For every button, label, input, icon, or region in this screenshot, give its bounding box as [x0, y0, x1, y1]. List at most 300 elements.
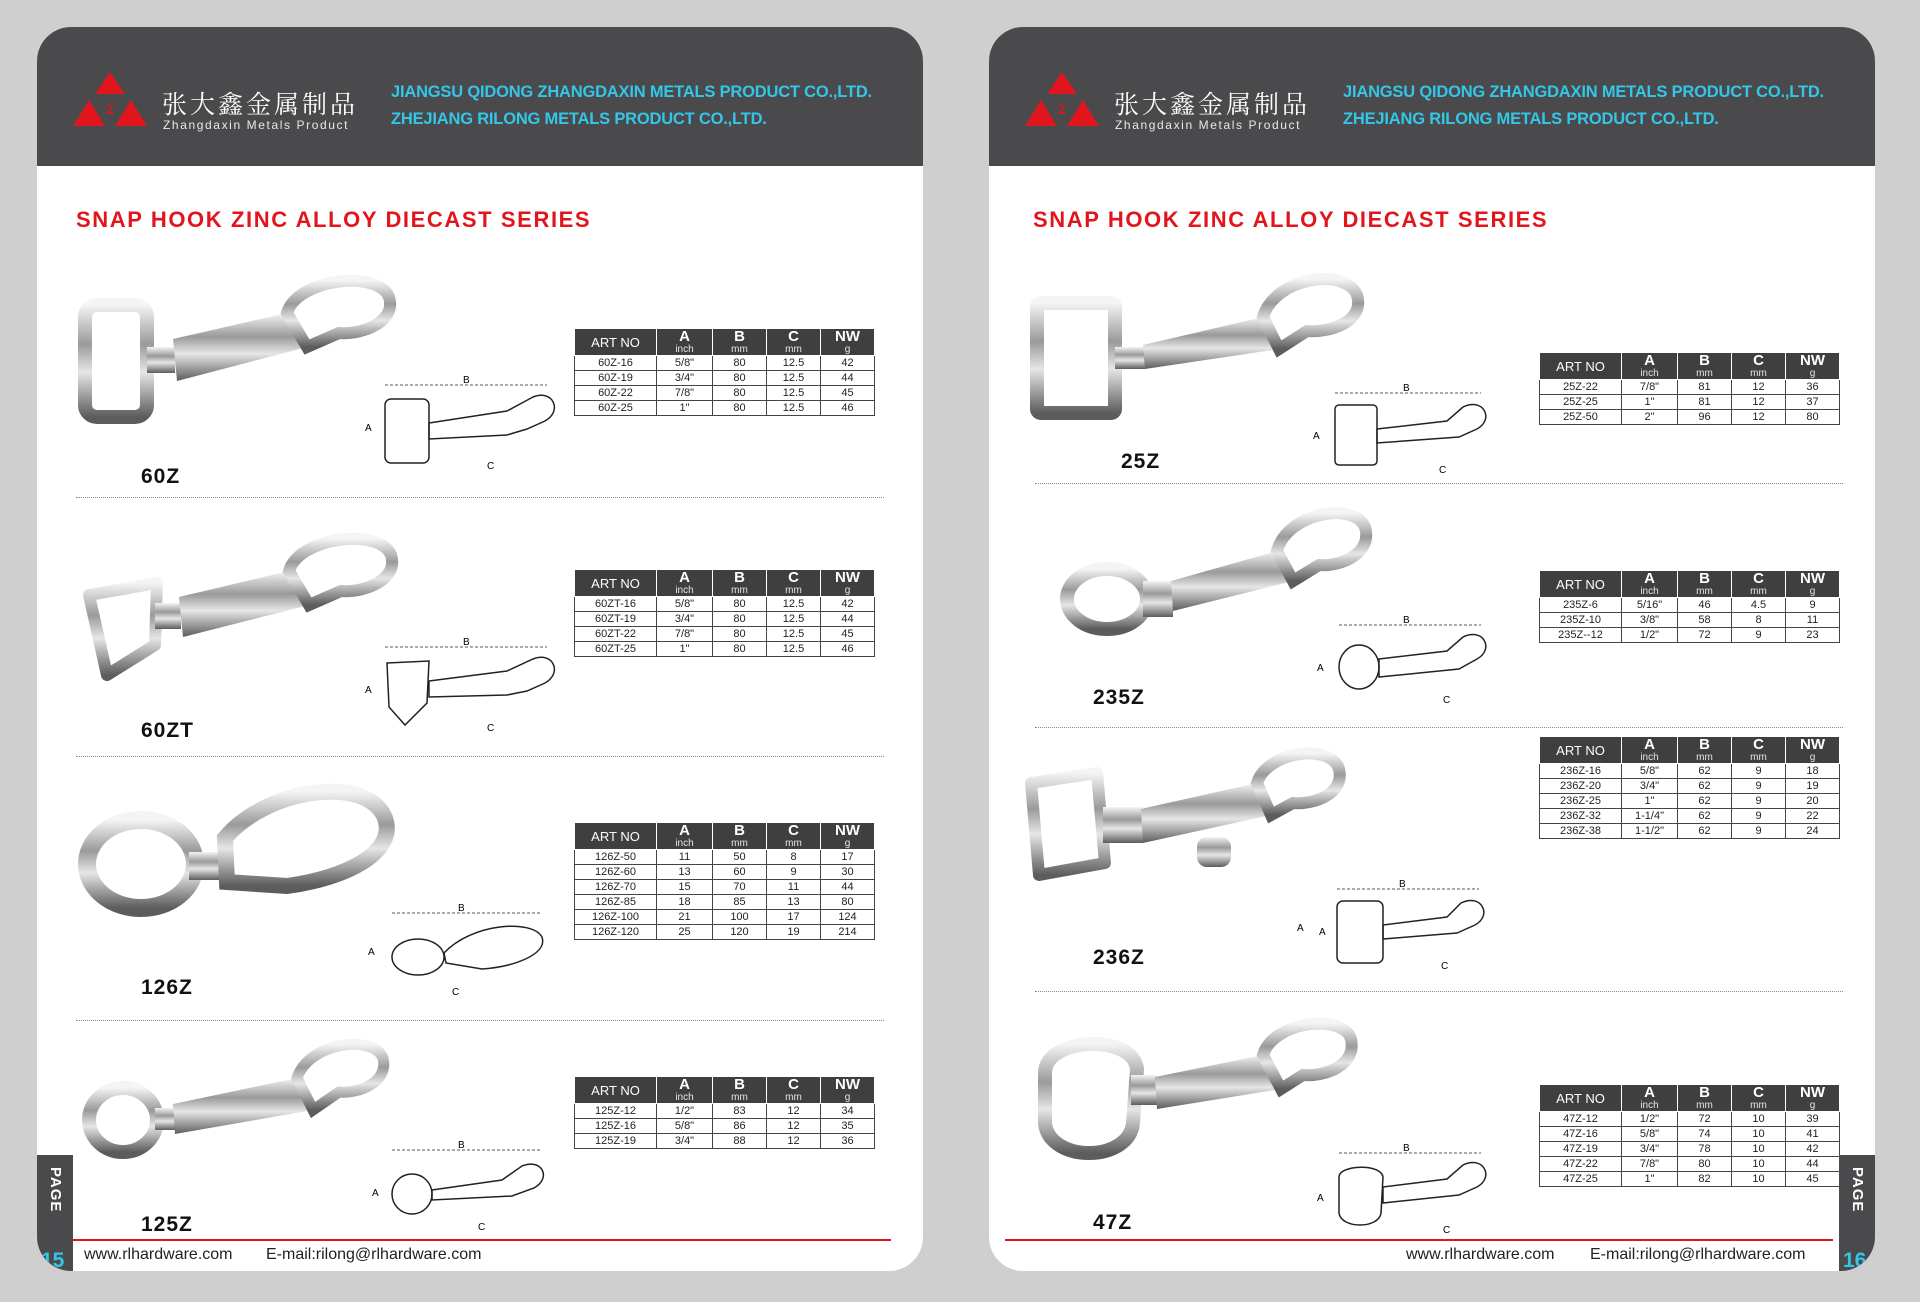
col-c: C mm — [767, 1077, 821, 1104]
product-125z — [37, 1022, 923, 1237]
cell-art-no: 25Z-50 — [1540, 410, 1622, 425]
cell-a: 5/16" — [1622, 598, 1678, 613]
col-b: B mm — [1678, 737, 1732, 764]
cell-art-no: 126Z-70 — [575, 880, 657, 895]
company-name-1: JIANGSU QIDONG ZHANGDAXIN METALS PRODUCT CO.,LTD. — [1343, 83, 1824, 101]
section-divider — [1035, 991, 1843, 992]
col-art-no: ART NO — [1540, 1085, 1622, 1112]
cell-a: 1/2" — [1622, 1112, 1678, 1127]
col-nw: NW g — [821, 570, 875, 597]
cell-a: 21 — [657, 910, 713, 925]
col-art-no: ART NO — [575, 1077, 657, 1104]
cell-nw: 42 — [1786, 1142, 1840, 1157]
page-tab — [37, 1155, 73, 1271]
table-row — [1540, 410, 1840, 425]
section-divider — [76, 1020, 884, 1021]
svg-text:B: B — [1403, 1143, 1410, 1154]
table-row — [1540, 824, 1840, 839]
cell-b: 120 — [713, 925, 767, 940]
cell-art-no: 47Z-19 — [1540, 1142, 1622, 1157]
cell-b: 96 — [1678, 410, 1732, 425]
cell-c: 9 — [1732, 794, 1786, 809]
page-header — [37, 27, 923, 166]
col-nw: NW g — [1786, 737, 1840, 764]
cell-c: 8 — [1732, 613, 1786, 628]
col-art-no: ART NO — [1540, 353, 1622, 380]
cell-b: 88 — [713, 1134, 767, 1149]
cell-art-no: 236Z-20 — [1540, 779, 1622, 794]
cell-art-no: 60ZT-19 — [575, 612, 657, 627]
svg-text:A: A — [1313, 431, 1320, 442]
svg-text:B: B — [463, 375, 470, 386]
catalog-page-right — [989, 27, 1875, 1271]
col-c: C mm — [1732, 571, 1786, 598]
spec-table — [1539, 570, 1840, 643]
col-art-no: ART NO — [575, 329, 657, 356]
cell-b: 62 — [1678, 824, 1732, 839]
cell-nw: 46 — [821, 642, 875, 657]
cell-a: 3/4" — [657, 1134, 713, 1149]
cell-art-no: 47Z-25 — [1540, 1172, 1622, 1187]
product-code: 60ZT — [141, 719, 195, 742]
cell-c: 12 — [767, 1104, 821, 1119]
footer-email[interactable]: E-mail:rilong@rlhardware.com — [266, 1246, 482, 1263]
cell-c: 9 — [1732, 824, 1786, 839]
spec-table — [574, 328, 875, 416]
col-c: C mm — [767, 823, 821, 850]
table-row — [575, 597, 875, 612]
cell-c: 11 — [767, 880, 821, 895]
cell-art-no: 47Z-12 — [1540, 1112, 1622, 1127]
cell-art-no: 126Z-60 — [575, 865, 657, 880]
cell-nw: 22 — [1786, 809, 1840, 824]
cell-nw: 11 — [1786, 613, 1840, 628]
svg-text:C: C — [478, 1222, 486, 1233]
cell-a: 25 — [657, 925, 713, 940]
col-a: A inch — [1622, 1085, 1678, 1112]
cell-art-no: 60ZT-25 — [575, 642, 657, 657]
cell-b: 80 — [713, 627, 767, 642]
cell-art-no: 126Z-85 — [575, 895, 657, 910]
cell-nw: 45 — [1786, 1172, 1840, 1187]
cell-c: 4.5 — [1732, 598, 1786, 613]
svg-text:C: C — [487, 723, 495, 734]
company-logo — [73, 72, 147, 132]
cell-b: 86 — [713, 1119, 767, 1134]
col-c: C mm — [767, 570, 821, 597]
cell-b: 80 — [713, 612, 767, 627]
table-row — [575, 386, 875, 401]
table-row — [1540, 1157, 1840, 1172]
cell-art-no: 47Z-22 — [1540, 1157, 1622, 1172]
cell-a: 3/4" — [657, 612, 713, 627]
col-a: A inch — [657, 570, 713, 597]
product-photo — [77, 778, 407, 938]
col-c: C mm — [1732, 1085, 1786, 1112]
cell-c: 10 — [1732, 1112, 1786, 1127]
cell-a: 7/8" — [1622, 1157, 1678, 1172]
cell-nw: 42 — [821, 356, 875, 371]
cell-a: 1" — [657, 401, 713, 416]
table-row — [1540, 598, 1840, 613]
cell-a: 1" — [1622, 395, 1678, 410]
cell-art-no: 236Z-32 — [1540, 809, 1622, 824]
product-236z — [989, 729, 1875, 989]
dimension-drawing — [362, 903, 582, 1003]
cell-nw: 45 — [821, 386, 875, 401]
table-row — [1540, 613, 1840, 628]
cell-a: 7/8" — [1622, 380, 1678, 395]
series-title: SNAP HOOK ZINC ALLOY DIECAST SERIES — [76, 207, 592, 232]
footer-email[interactable]: E-mail:rilong@rlhardware.com — [1590, 1246, 1806, 1263]
product-code: 47Z — [1093, 1211, 1133, 1234]
cell-a: 3/4" — [1622, 1142, 1678, 1157]
cell-c: 12 — [767, 1119, 821, 1134]
cell-nw: 20 — [1786, 794, 1840, 809]
company-name-1: JIANGSU QIDONG ZHANGDAXIN METALS PRODUCT CO.,LTD. — [391, 83, 872, 101]
cell-a: 15 — [657, 880, 713, 895]
table-row — [575, 925, 875, 940]
svg-text:C: C — [452, 987, 460, 998]
company-name-2: ZHEJIANG RILONG METALS PRODUCT CO.,LTD. — [1343, 110, 1719, 128]
table-row — [575, 612, 875, 627]
cell-c: 12.5 — [767, 386, 821, 401]
cell-nw: 23 — [1786, 628, 1840, 643]
product-code: 235Z — [1093, 686, 1145, 709]
cell-b: 62 — [1678, 764, 1732, 779]
product-code: 126Z — [141, 976, 193, 999]
svg-text:B: B — [463, 637, 470, 648]
dimension-drawing — [1299, 383, 1509, 478]
cell-a: 3/4" — [1622, 779, 1678, 794]
cell-art-no: 60Z-19 — [575, 371, 657, 386]
cell-c: 12 — [1732, 380, 1786, 395]
page-number: 16 — [1843, 1249, 1867, 1271]
col-nw: NW g — [821, 329, 875, 356]
product-code: 25Z — [1121, 450, 1161, 473]
cell-art-no: 60Z-16 — [575, 356, 657, 371]
cell-nw: 30 — [821, 865, 875, 880]
cell-art-no: 25Z-25 — [1540, 395, 1622, 410]
page-header — [989, 27, 1875, 166]
table-row — [575, 910, 875, 925]
cell-nw: 45 — [821, 627, 875, 642]
cell-art-no: 25Z-22 — [1540, 380, 1622, 395]
cell-nw: 80 — [821, 895, 875, 910]
cell-nw: 34 — [821, 1104, 875, 1119]
col-b: B mm — [713, 329, 767, 356]
cell-b: 62 — [1678, 779, 1732, 794]
cell-b: 62 — [1678, 809, 1732, 824]
section-divider — [76, 756, 884, 757]
cell-b: 81 — [1678, 380, 1732, 395]
cell-c: 12 — [767, 1134, 821, 1149]
col-art-no: ART NO — [575, 823, 657, 850]
col-b: B mm — [1678, 1085, 1732, 1112]
cell-b: 100 — [713, 910, 767, 925]
product-60z — [37, 257, 923, 497]
cell-c: 9 — [1732, 628, 1786, 643]
cell-nw: 37 — [1786, 395, 1840, 410]
cell-c: 8 — [767, 850, 821, 865]
cell-art-no: 235Z-6 — [1540, 598, 1622, 613]
spec-table — [1539, 1084, 1840, 1187]
cell-nw: 44 — [1786, 1157, 1840, 1172]
cell-art-no: 126Z-50 — [575, 850, 657, 865]
cell-c: 19 — [767, 925, 821, 940]
spec-table — [1539, 736, 1840, 839]
svg-text:A: A — [1319, 927, 1326, 938]
cell-a: 2" — [1622, 410, 1678, 425]
dimension-drawing — [1299, 1143, 1509, 1238]
cell-b: 70 — [713, 880, 767, 895]
cell-nw: 36 — [1786, 380, 1840, 395]
cell-b: 74 — [1678, 1127, 1732, 1142]
col-a: A inch — [1622, 353, 1678, 380]
page-tab — [1839, 1155, 1875, 1271]
cell-c: 12.5 — [767, 597, 821, 612]
cell-nw: 35 — [821, 1119, 875, 1134]
cell-a: 1/2" — [657, 1104, 713, 1119]
dimension-drawing — [357, 375, 587, 475]
cell-b: 82 — [1678, 1172, 1732, 1187]
cell-a: 5/8" — [657, 356, 713, 371]
dimension-drawing — [357, 637, 587, 737]
footer-website[interactable]: www.rlhardware.com — [84, 1246, 233, 1263]
brand-name-cn: 张大鑫金属制品 — [162, 90, 359, 119]
svg-text:B: B — [458, 903, 465, 914]
cell-art-no: 236Z-25 — [1540, 794, 1622, 809]
cell-a: 7/8" — [657, 627, 713, 642]
product-code: 60Z — [141, 465, 181, 488]
col-nw: NW g — [821, 1077, 875, 1104]
cell-art-no: 60ZT-16 — [575, 597, 657, 612]
spec-table — [574, 822, 875, 940]
product-60zt — [37, 499, 923, 749]
footer-website[interactable]: www.rlhardware.com — [1406, 1246, 1555, 1263]
cell-b: 58 — [1678, 613, 1732, 628]
cell-a: 1" — [1622, 794, 1678, 809]
section-divider — [1035, 483, 1843, 484]
cell-a: 11 — [657, 850, 713, 865]
table-row — [575, 371, 875, 386]
cell-nw: 18 — [1786, 764, 1840, 779]
col-art-no: ART NO — [1540, 571, 1622, 598]
svg-text:C: C — [487, 461, 495, 472]
cell-art-no: 235Z--12 — [1540, 628, 1622, 643]
cell-nw: 80 — [1786, 410, 1840, 425]
cell-a: 5/8" — [657, 597, 713, 612]
cell-a: 5/8" — [1622, 764, 1678, 779]
col-c: C mm — [767, 329, 821, 356]
table-row — [575, 642, 875, 657]
cell-b: 62 — [1678, 794, 1732, 809]
col-nw: NW g — [1786, 571, 1840, 598]
col-a: A inch — [1622, 571, 1678, 598]
svg-text:B: B — [1403, 383, 1410, 394]
cell-b: 80 — [713, 597, 767, 612]
col-c: C mm — [1732, 353, 1786, 380]
table-row — [575, 401, 875, 416]
cell-c: 9 — [1732, 764, 1786, 779]
cell-c: 12.5 — [767, 371, 821, 386]
svg-text:Z: Z — [106, 102, 114, 117]
cell-c: 13 — [767, 895, 821, 910]
table-row — [575, 865, 875, 880]
page-number: 15 — [41, 1249, 65, 1271]
svg-text:B: B — [1399, 879, 1406, 890]
svg-text:C: C — [1439, 465, 1447, 476]
col-b: B mm — [1678, 353, 1732, 380]
cell-c: 12.5 — [767, 612, 821, 627]
cell-a: 3/8" — [1622, 613, 1678, 628]
svg-text:A: A — [365, 423, 372, 434]
svg-text:A: A — [1317, 1193, 1324, 1204]
cell-a: 5/8" — [657, 1119, 713, 1134]
table-row — [1540, 794, 1840, 809]
cell-c: 12.5 — [767, 356, 821, 371]
dimension-drawing — [1289, 879, 1509, 974]
table-row — [1540, 1112, 1840, 1127]
table-row — [1540, 809, 1840, 824]
col-b: B mm — [1678, 571, 1732, 598]
cell-b: 50 — [713, 850, 767, 865]
cell-b: 85 — [713, 895, 767, 910]
company-logo — [1025, 72, 1099, 132]
cell-a: 1" — [657, 642, 713, 657]
spec-table — [1539, 352, 1840, 425]
cell-art-no: 60Z-22 — [575, 386, 657, 401]
cell-b: 46 — [1678, 598, 1732, 613]
cell-c: 12.5 — [767, 642, 821, 657]
product-126z — [37, 758, 923, 1018]
table-row — [575, 880, 875, 895]
col-a: A inch — [1622, 737, 1678, 764]
page-label: PAGE — [1849, 1167, 1866, 1213]
table-row — [575, 850, 875, 865]
cell-b: 80 — [1678, 1157, 1732, 1172]
cell-c: 12.5 — [767, 401, 821, 416]
product-code: 125Z — [141, 1213, 193, 1236]
cell-nw: 17 — [821, 850, 875, 865]
cell-nw: 44 — [821, 880, 875, 895]
table-row — [1540, 764, 1840, 779]
cell-c: 17 — [767, 910, 821, 925]
dimension-drawing — [362, 1140, 582, 1235]
cell-art-no: 125Z-19 — [575, 1134, 657, 1149]
cell-art-no: 60ZT-22 — [575, 627, 657, 642]
section-divider — [76, 497, 884, 498]
cell-a: 7/8" — [657, 386, 713, 401]
brand-name-cn: 张大鑫金属制品 — [1114, 90, 1311, 119]
cell-c: 9 — [1732, 779, 1786, 794]
cell-c: 10 — [1732, 1157, 1786, 1172]
footer-rule — [1005, 1239, 1833, 1241]
cell-nw: 36 — [821, 1134, 875, 1149]
cell-nw: 41 — [1786, 1127, 1840, 1142]
section-divider — [1035, 727, 1843, 728]
col-a: A inch — [657, 823, 713, 850]
brand-name-en: Zhangdaxin Metals Product — [163, 118, 350, 132]
spec-table — [574, 569, 875, 657]
cell-b: 72 — [1678, 1112, 1732, 1127]
cell-art-no: 235Z-10 — [1540, 613, 1622, 628]
cell-b: 80 — [713, 371, 767, 386]
cell-a: 1-1/2" — [1622, 824, 1678, 839]
cell-c: 12 — [1732, 410, 1786, 425]
table-row — [1540, 1172, 1840, 1187]
svg-text:A: A — [372, 1188, 379, 1199]
cell-b: 80 — [713, 386, 767, 401]
cell-b: 78 — [1678, 1142, 1732, 1157]
cell-c: 9 — [1732, 809, 1786, 824]
col-b: B mm — [713, 1077, 767, 1104]
cell-art-no: 60Z-25 — [575, 401, 657, 416]
table-row — [575, 1104, 875, 1119]
dimension-drawing — [1299, 615, 1509, 710]
table-row — [575, 1119, 875, 1134]
svg-text:C: C — [1441, 961, 1449, 972]
cell-nw: 39 — [1786, 1112, 1840, 1127]
cell-art-no: 126Z-120 — [575, 925, 657, 940]
cell-art-no: 236Z-38 — [1540, 824, 1622, 839]
cell-a: 1/2" — [1622, 628, 1678, 643]
cell-b: 80 — [713, 642, 767, 657]
cell-c: 10 — [1732, 1142, 1786, 1157]
table-row — [1540, 628, 1840, 643]
col-art-no: ART NO — [1540, 737, 1622, 764]
table-row — [1540, 395, 1840, 410]
cell-a: 3/4" — [657, 371, 713, 386]
svg-text:A: A — [365, 685, 372, 696]
company-name-2: ZHEJIANG RILONG METALS PRODUCT CO.,LTD. — [391, 110, 767, 128]
cell-nw: 124 — [821, 910, 875, 925]
page-label: PAGE — [47, 1167, 64, 1213]
col-a: A inch — [657, 1077, 713, 1104]
product-25z — [989, 257, 1875, 482]
brand-name-en: Zhangdaxin Metals Product — [1115, 118, 1302, 132]
cell-c: 10 — [1732, 1127, 1786, 1142]
cell-art-no: 125Z-12 — [575, 1104, 657, 1119]
cell-nw: 42 — [821, 597, 875, 612]
col-a: A inch — [657, 329, 713, 356]
col-b: B mm — [713, 823, 767, 850]
product-235z — [989, 485, 1875, 725]
cell-c: 9 — [767, 865, 821, 880]
cell-nw: 19 — [1786, 779, 1840, 794]
svg-text:Z: Z — [1058, 102, 1066, 117]
cell-nw: 9 — [1786, 598, 1840, 613]
table-row — [575, 895, 875, 910]
cell-art-no: 126Z-100 — [575, 910, 657, 925]
cell-b: 60 — [713, 865, 767, 880]
cell-b: 83 — [713, 1104, 767, 1119]
catalog-page-left — [37, 27, 923, 1271]
cell-a: 13 — [657, 865, 713, 880]
product-47z — [989, 993, 1875, 1238]
cell-a: 18 — [657, 895, 713, 910]
cell-a: 5/8" — [1622, 1127, 1678, 1142]
table-row — [575, 627, 875, 642]
spec-table — [574, 1076, 875, 1149]
svg-text:B: B — [458, 1140, 465, 1151]
svg-text:B: B — [1403, 615, 1410, 626]
cell-c: 10 — [1732, 1172, 1786, 1187]
cell-nw: 44 — [821, 612, 875, 627]
footer-rule — [73, 1239, 891, 1241]
cell-b: 80 — [713, 356, 767, 371]
svg-text:A: A — [1297, 923, 1304, 934]
